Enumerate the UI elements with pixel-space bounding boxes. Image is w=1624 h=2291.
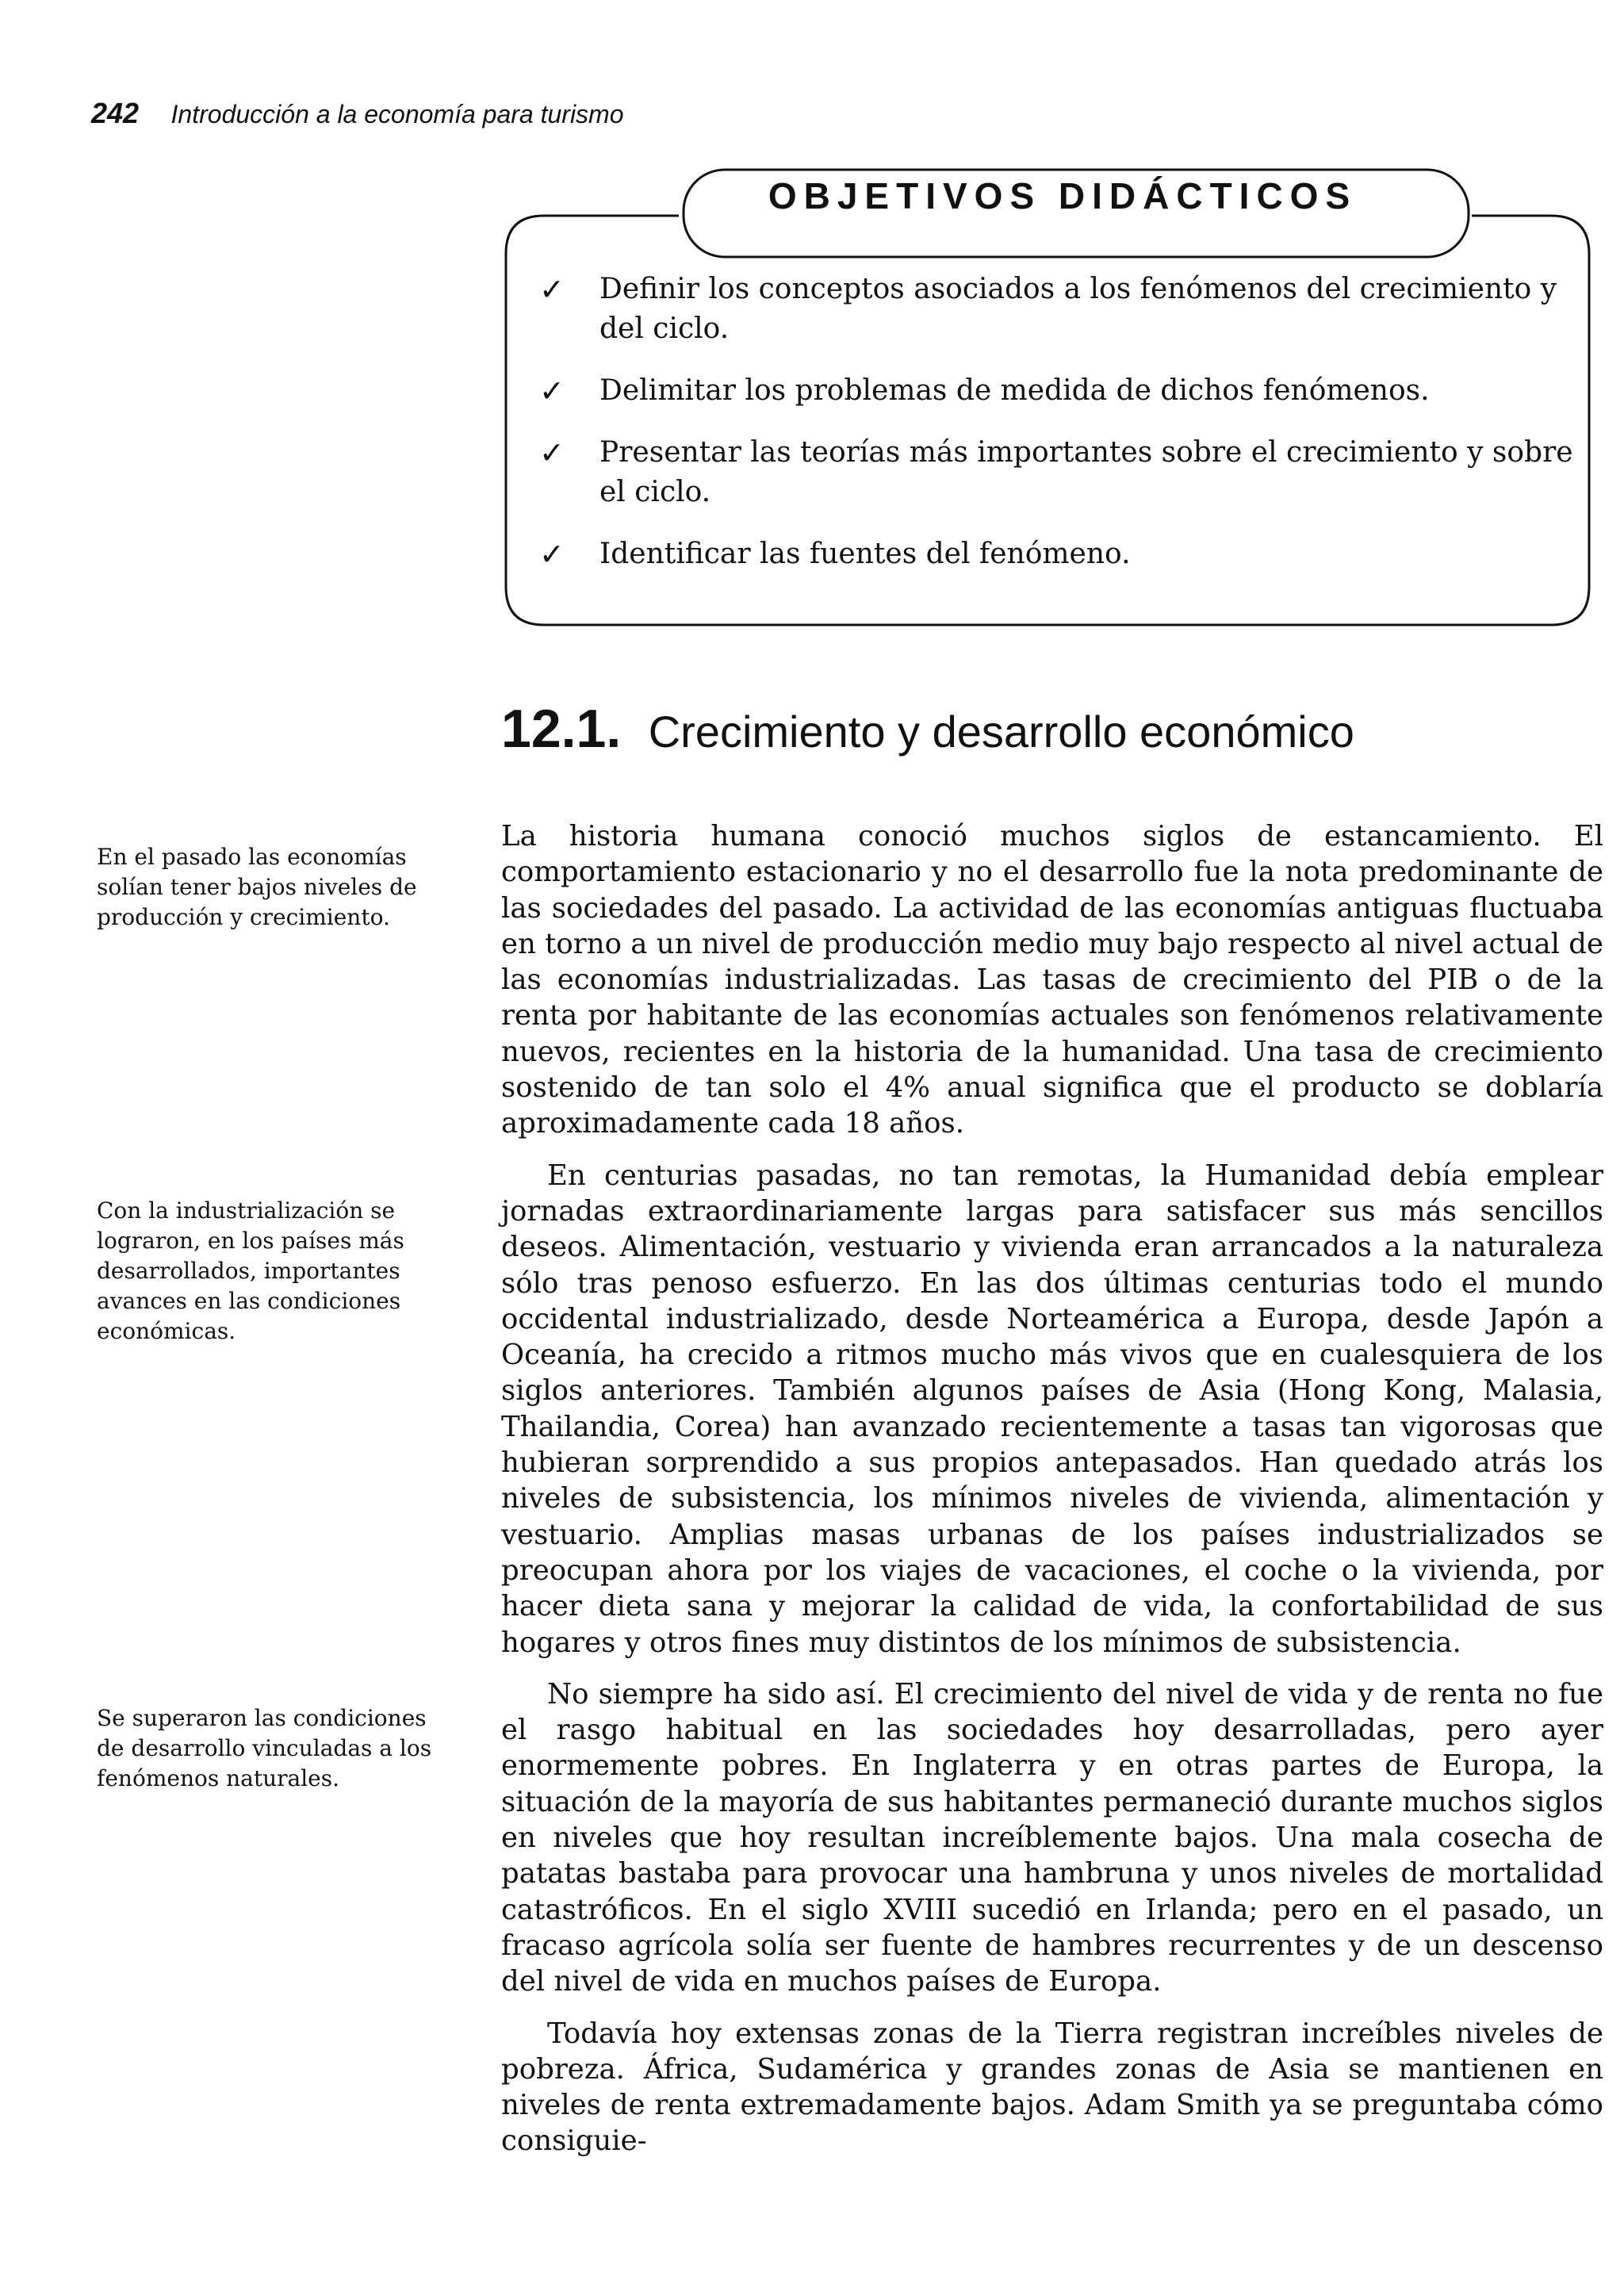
page-number: 242 xyxy=(91,97,140,129)
book-title: Introducción a la economía para turismo xyxy=(170,100,624,128)
sidenote: Se superaron las condiciones de desarrollo vinculadas a los fenómenos naturales. xyxy=(97,1705,432,1791)
objectives-title: OBJETIVOS DIDÁCTICOS xyxy=(768,175,1358,216)
objective-text: Presentar las teorías más importantes sobre el crecimiento y sobre el ciclo. xyxy=(599,436,1573,508)
objective-item xyxy=(539,433,1586,512)
section-title: Crecimiento y desarrollo económico xyxy=(648,707,1354,757)
section-number: 12.1. xyxy=(501,699,622,759)
sidenote: Con la industrialización se lograron, en los países más desarrollados, importantes avances en las condiciones económicas. xyxy=(97,1197,404,1344)
paragraph: La historia humana conoció muchos siglos de estancamiento. El comportamiento estacionario y no el desarrollo fue la nota predominante de las sociedades del pasado. La actividad de las economías antiguas fluctuaba en torno a un nivel de producción medio muy bajo respecto al nivel actual de las economías industrializadas. Las tasas de crecimiento del PIB o de la renta por habitante de las economías actuales son fenómenos relativamente nuevos, recientes en la historia de la humanidad. Una tasa de crecimiento sostenido de tan solo el 4% anual significa que el producto se doblaría aproximadamente cada 18 años. xyxy=(501,820,1603,1140)
section-heading xyxy=(501,698,1354,760)
objective-item xyxy=(539,270,1586,349)
running-header xyxy=(91,97,624,130)
paragraph: En centurias pasadas, no tan remotas, la Humanidad debía emplear jornadas extraordinariamente largas para satisfacer sus más sencillos deseos. Alimentación, vestuario y vivienda eran arrancados a la naturaleza sólo tras penoso esfuerzo. En las dos últimas centurias todo el mundo occidental industrializado, desde Norteamérica a Europa, desde Japón a Oceanía, ha crecido a ritmos mucho más vivos que en cualesquiera de los siglos anteriores. También algunos países de Asia (Hong Kong, Malasia, Thailandia, Corea) han avanzado recientemente a tasas tan vigorosas que hubieran sorprendido a sus propios antepasados. Han quedado atrás los niveles de subsistencia, los mínimos niveles de vivienda, alimentación y vestuario. Amplias masas urbanas de los países industrializados se preocupan ahora por los viajes de vacaciones, el coche o la vivienda, por hacer dieta sana y mejorar la calidad de vida, la confortabilidad de sus hogares y otros fines muy distintos de los mínimos de subsistencia. xyxy=(501,1159,1603,1659)
checkmark-icon: ✓ xyxy=(539,272,565,307)
paragraph: Todavía hoy extensas zonas de la Tierra registran increíbles niveles de pobreza. África, Sudamérica y grandes zonas de Asia se mantienen en niveles de renta extremadamente bajos. Adam Smith ya se preguntaba cómo consiguie- xyxy=(501,2017,1603,2158)
objective-item xyxy=(539,371,1586,411)
checkmark-icon: ✓ xyxy=(539,374,565,408)
objective-text: Identificar las fuentes del fenómeno. xyxy=(599,538,1131,570)
body-text xyxy=(501,818,1603,2175)
checkmark-icon: ✓ xyxy=(539,537,565,572)
sidenote: En el pasado las economías solían tener bajos niveles de producción y crecimiento. xyxy=(97,844,417,930)
checkmark-icon: ✓ xyxy=(539,435,565,470)
objectives-list xyxy=(539,270,1586,596)
paragraph: No siempre ha sido así. El crecimiento del nivel de vida y de renta no fue el rasgo habitual en las sociedades hoy desarrolladas, pero ayer enormemente pobres. En Inglaterra y en otras partes de Europa, la situación de la mayoría de sus habitantes permaneció durante muchos siglos en niveles que hoy resultan increíblemente bajos. Una mala cosecha de patatas bastaba para provocar una hambruna y unos niveles de mortalidad catastróficos. En el siglo XVIII sucedió en Irlanda; pero en el pasado, un fracaso agrícola solía ser fuente de hambres recurrentes y de un descenso del nivel de vida en muchos países de Europa. xyxy=(501,1677,1603,1998)
objective-text: Definir los conceptos asociados a los fenómenos del crecimiento y del ciclo. xyxy=(599,273,1557,345)
objective-text: Delimitar los problemas de medida de dichos fenómenos. xyxy=(599,374,1430,407)
objective-item xyxy=(539,534,1586,574)
